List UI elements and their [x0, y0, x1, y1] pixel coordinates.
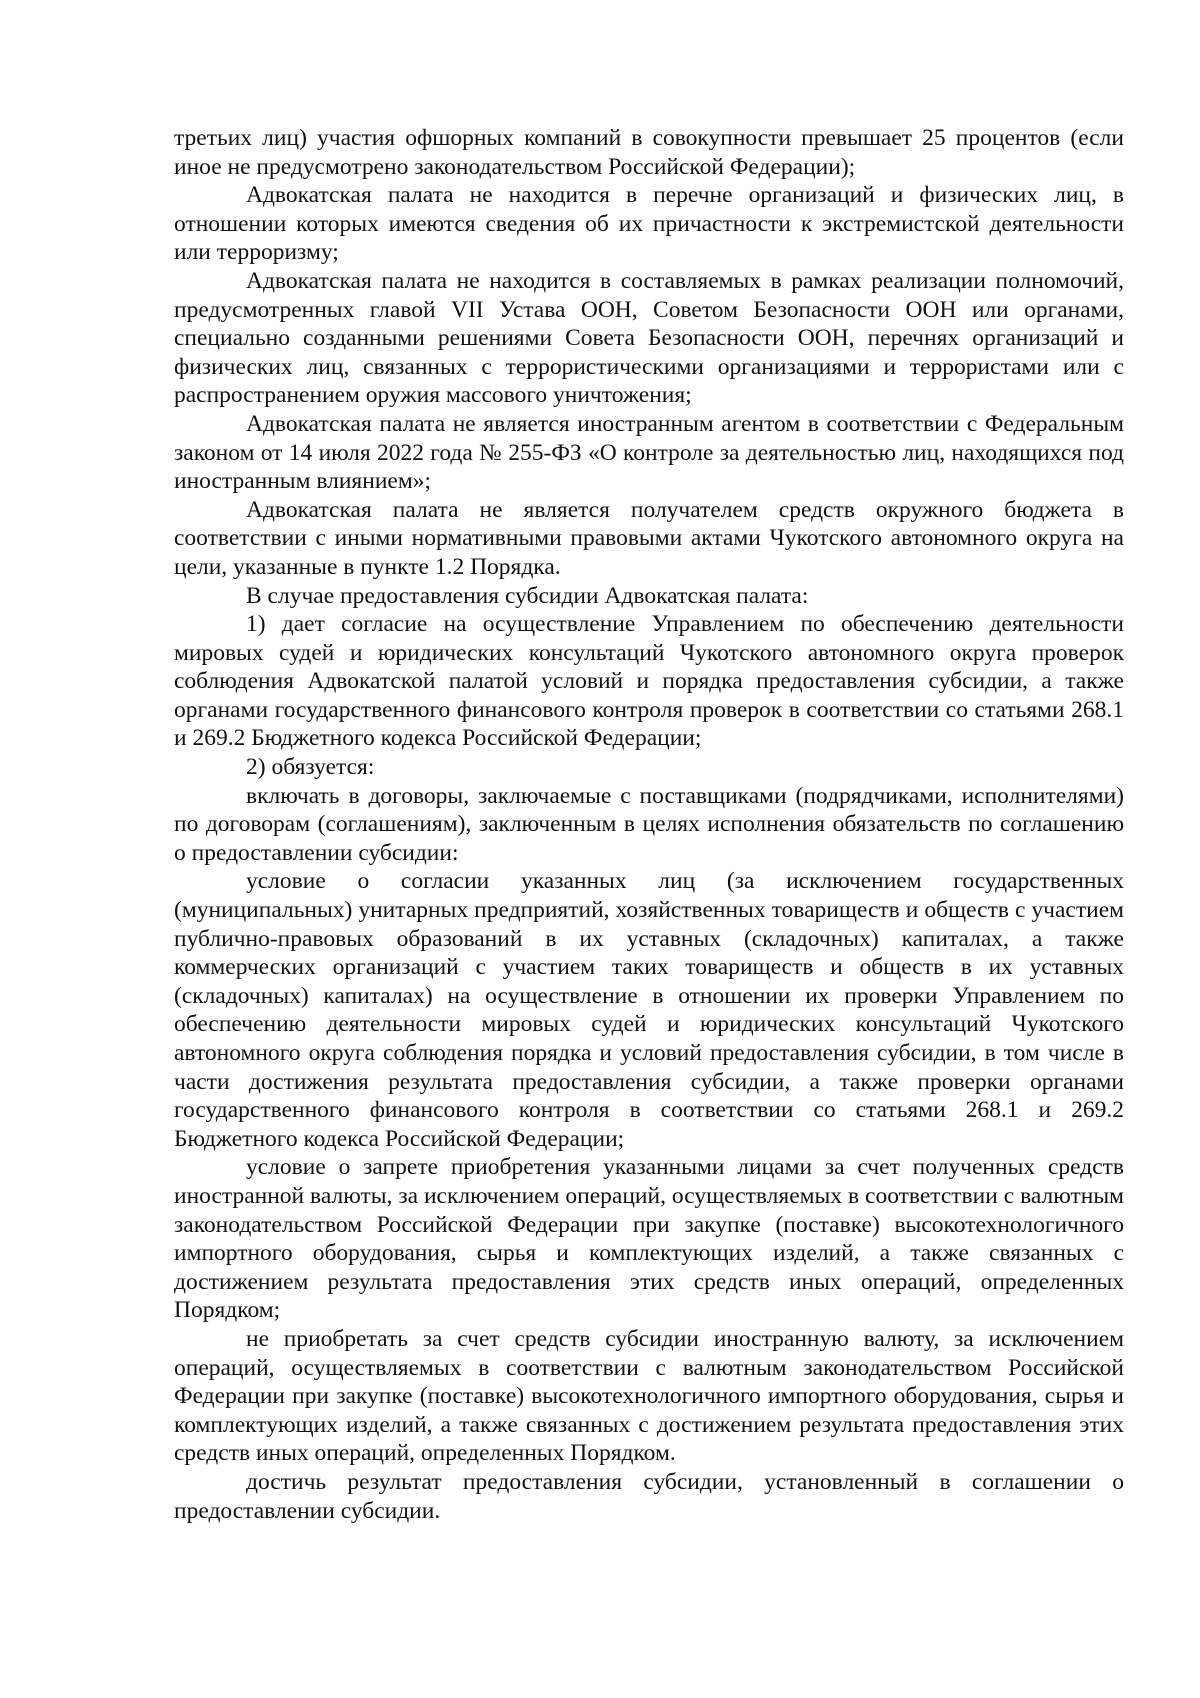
paragraph-item-2-obligations: 2) обязуется: [246, 754, 375, 781]
paragraph-no-foreign-currency: не приобретать за счет средств субсидии иностранную валюту, за исключением операций, осуществляемых в соответствии с валютным законодательством Российской Федерации при закупке (поставке) высокотехнологичного импортного оборудования, сырья и комплектующих изделий, а также связанных с достижением результата предоставления этих средств иных операций, определенных Порядком. [174, 1325, 1124, 1467]
paragraph-foreign-agent: Адвокатская палата не является иностранным агентом в соответствии с Федеральным законом от 14 июля 2022 года № 255-ФЗ «О контроле за деятельностью лиц, находящихся под иностранным влиянием»; [174, 410, 1124, 495]
paragraph-extremism-list: Адвокатская палата не находится в перечне организаций и физических лиц, в отношении которых имеются сведения об их причастности к экстремистской деятельности или терроризму; [174, 182, 1124, 266]
paragraph-consent-condition: условие о согласии указанных лиц (за исключением государственных (муниципальных) унитарных предприятий, хозяйственных товариществ и обществ с участием публично-правовых образований в их уставных (складочных) капиталах, а также коммерческих организаций с участием таких товариществ и обществ в их уставных (складочных) капиталах) на осуществление в отношении их проверки Управлением по обеспечению деятельности мировых судей и юридических консультаций Чукотского автономного округа соблюдения порядка и условий предоставления субсидии, в том числе в части достижения результата предоставления субсидии, а также проверки органами государственного финансового контроля в соответствии со статьями 268.1 и 269.2 Бюджетного кодекса Российской Федерации; [174, 868, 1124, 1152]
document-body [174, 124, 1124, 1525]
paragraph-subsidy-case-intro: В случае предоставления субсидии Адвокатская палата: [246, 582, 809, 609]
paragraph-achieve-result: достичь результат предоставления субсидии, установленный в соглашении о предоставлении субсидии. [174, 1468, 1124, 1524]
paragraph-item-1-consent: 1) дает согласие на осуществление Управлением по обеспечению деятельности мировых судей и юридических консультаций Чукотского автономного округа проверок соблюдения Адвокатской палатой условий и порядка предоставления субсидии, а также органами государственного финансового контроля проверок в соответствии со статьями 268.1 и 269.2 Бюджетного кодекса Российской Федерации; [174, 611, 1124, 752]
paragraph-currency-ban-condition: условие о запрете приобретения указанными лицами за счет полученных средств иностранной валюты, за исключением операций, осуществляемых в соответствии с валютным законодательством Российской Федерации при закупке (поставке) высокотехнологичного импортного оборудования, сырья и комплектующих изделий, а также связанных с достижением результата предоставления этих средств иных операций, определенных Порядком; [174, 1154, 1124, 1324]
paragraph-offshore-participation: третьих лиц) участия офшорных компаний в совокупности превышает 25 процентов (если иное не предусмотрено законодательством Российской Федерации); [174, 125, 1124, 180]
paragraph-un-sanctions-list: Адвокатская палата не находится в составляемых в рамках реализации полномочий, предусмотренных главой VII Устава ООН, Советом Безопасности ООН или органами, специально созданными решениями Совета Безопасности ООН, перечнях организаций и физических лиц, связанных с террористическими организациями и террористами или с распространением оружия массового уничтожения; [174, 267, 1124, 409]
paragraph-budget-recipient: Адвокатская палата не является получателем средств окружного бюджета в соответствии с иными нормативными правовыми актами Чукотского автономного округа на цели, указанные в пункте 1.2 Порядка. [174, 496, 1124, 580]
paragraph-include-in-contracts: включать в договоры, заключаемые с поставщиками (подрядчиками, исполнителями) по договорам (соглашениям), заключенным в целях исполнения обязательств по соглашению о предоставлении субсидии: [174, 782, 1124, 866]
